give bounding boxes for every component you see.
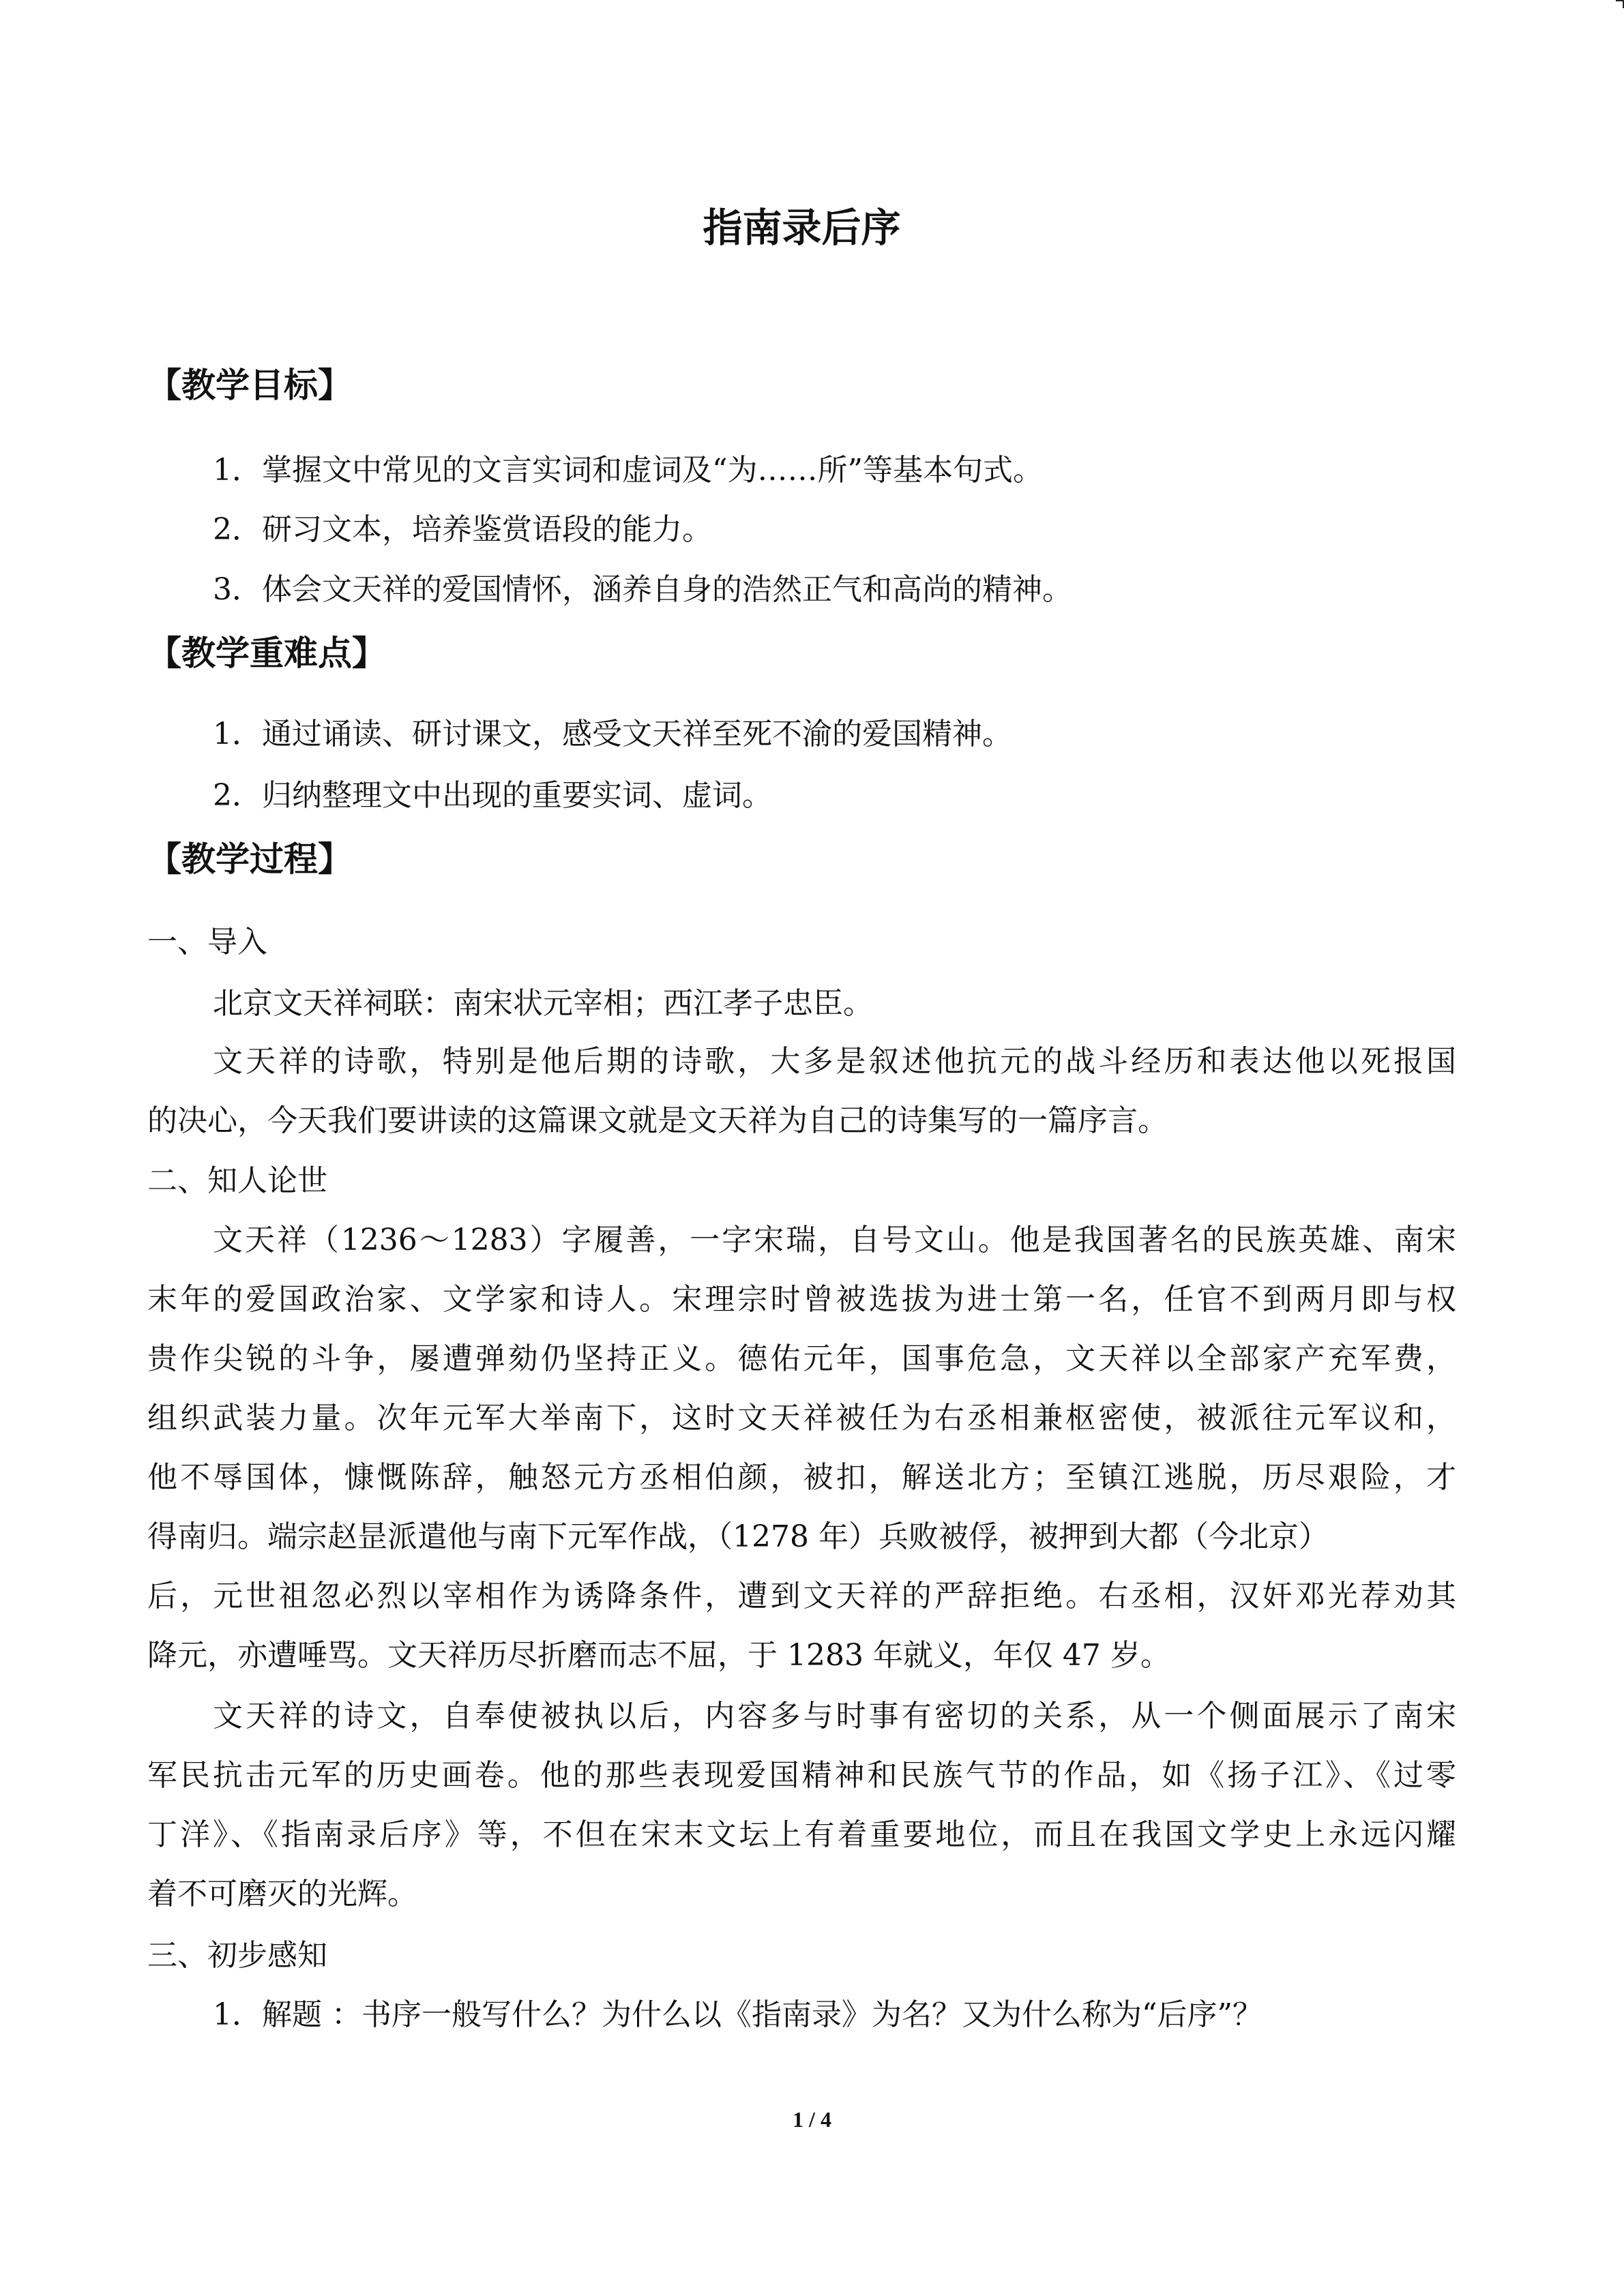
part1-line: 文天祥的诗歌，特别是他后期的诗歌，大多是叙述他抗元的战斗经历和表达他以死报国 [213,1044,1456,1079]
difficulty-item: 2．归纳整理文中出现的重要实词、虚词。 [213,778,772,813]
part1-line: 的决心，今天我们要讲读的这篇课文就是文天祥为自己的诗集写的一篇序言。 [147,1103,1168,1138]
process-heading: 【教学过程】 [147,839,352,879]
part2-line: 军民抗击元军的历史画卷。他的那些表现爱国精神和民族气节的作品，如《扬子江》、《过零 [147,1758,1456,1793]
part2-line: 降元，亦遭唾骂。文天祥历尽折磨而志不屈，于 1283 年就义，年仅 47 岁。 [147,1638,1170,1673]
objectives-heading: 【教学目标】 [147,366,352,405]
difficulties-heading: 【教学重难点】 [147,633,386,673]
part2-line: 他不辱国体，慷慨陈辞，触怒元方丞相伯颜，被扣，解送北方；至镇江逃脱，历尽艰险，才 [147,1460,1456,1495]
part2-line: 贵作尖锐的斗争，屡遭弹劾仍坚持正义。德佑元年，国事危急，文天祥以全部家产充军费， [147,1341,1456,1376]
page-number: 1 / 4 [793,2107,831,2132]
objective-item: 2．研习文本，培养鉴赏语段的能力。 [213,512,712,547]
part3-line: 1．解题 ：书序一般写什么？为什么以《指南录》为名？又为什么称为“后序”？ [213,1997,1263,2032]
part2-line: 丁洋》、《指南录后序》等，不但在宋末文坛上有着重要地位，而且在我国文学史上永远闪耀 [147,1817,1456,1852]
part2-line: 文天祥（1236～1283）字履善，一字宋瑞，自号文山。他是我国著名的民族英雄、南宋 [213,1223,1456,1257]
part1-heading: 一、导入 [147,925,267,959]
part2-line: 文天祥的诗文，自奉使被执以后，内容多与时事有密切的关系，从一个侧面展示了南宋 [213,1699,1456,1733]
objective-item: 3．体会文天祥的爱国情怀，涵养自身的浩然正气和高尚的精神。 [213,572,1072,607]
part2-line: 末年的爱国政治家、文学家和诗人。宋理宗时曾被选拔为进士第一名，任官不到两月即与权 [147,1282,1456,1317]
page-corner-mark [1616,0,1624,8]
objective-item: 1．掌握文中常见的文言实词和虚词及“为……所”等基本句式。 [213,453,1043,488]
difficulty-item: 1．通过诵读、研讨课文，感受文天祥至死不渝的爱国精神。 [213,717,1012,751]
document-title: 指南录后序 [703,205,901,251]
part2-line: 着不可磨灭的光辉。 [147,1877,417,1911]
part2-line: 得南归。端宗赵昰派遣他与南下元军作战，（1278 年）兵败被俘，被押到大都（今北京） [147,1519,1329,1554]
part3-heading: 三、初步感知 [147,1938,327,1973]
part2-line: 组织武装力量。次年元军大举南下，这时文天祥被任为右丞相兼枢密使，被派往元军议和， [147,1401,1456,1435]
part2-heading: 二、知人论世 [147,1163,327,1198]
part2-line: 后，元世祖忽必烈以宰相作为诱降条件，遭到文天祥的严辞拒绝。右丞相，汉奸邓光荐劝其 [147,1579,1456,1613]
part1-line: 北京文天祥祠联：南宋状元宰相；西江孝子忠臣。 [213,986,873,1021]
